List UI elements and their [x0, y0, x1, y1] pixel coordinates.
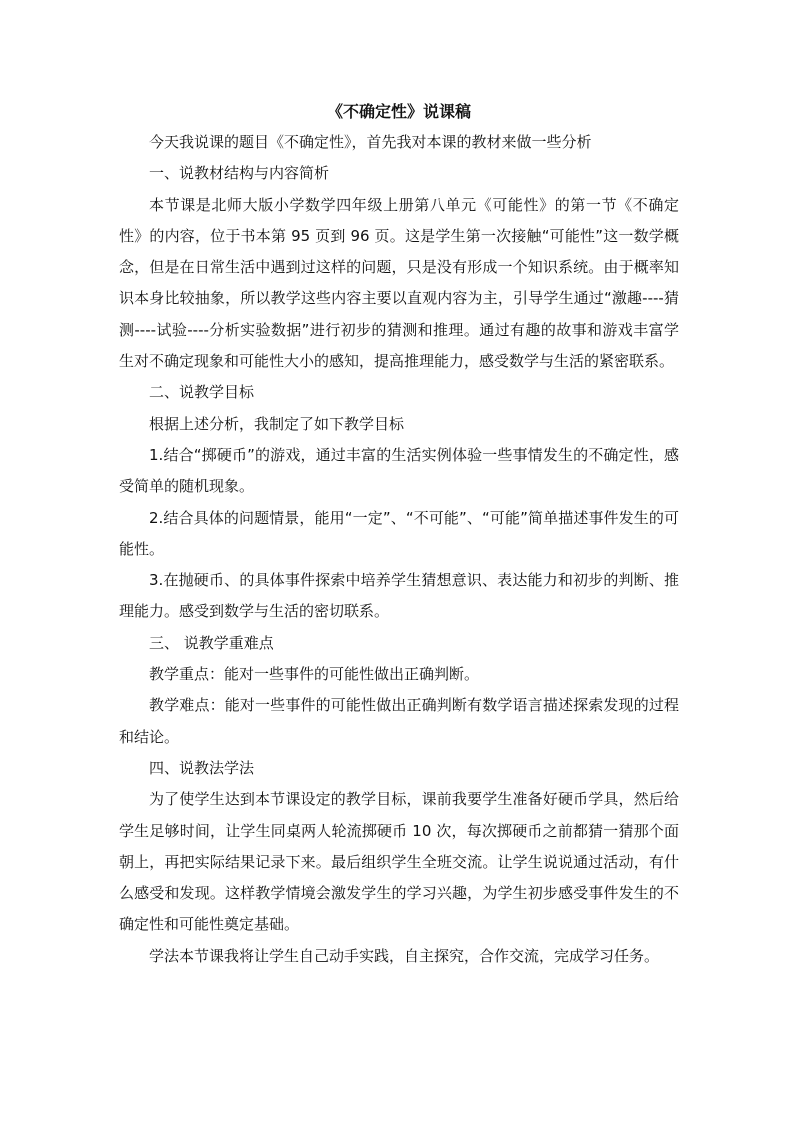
- key-point-paragraph: 教学重点：能对一些事件的可能性做出正确判断。: [149, 665, 480, 684]
- goal-item-3: 3.在抛硬币、的具体事件探索中培养学生猜想意识、表达能力和初步的判断、推理能力。感受到数学与生活的密切联系。: [119, 571, 679, 621]
- textbook-analysis-paragraph: 本节课是北师大版小学数学四年级上册第八单元《可能性》的第一节《不确定性》的内容，位于书本第 95 页到 96 页。这是学生第一次接触“可能性”这一数学概念，但是在日常生活中遇到过这样的问题，只是没有形成一个知识系统。由于概率知识本身比较抽象，所以教学这些内容主要以直观内容为主，引导学生通过“激趣----猜测----试验----分析实验数据”进行初步的猜测和推理。通过有趣的故事和游戏丰富学生对不确定现象和可能性大小的感知，提高推理能力，感受数学与生活的紧密联系。: [119, 195, 679, 371]
- document-title: 《不确定性》说课稿: [326, 102, 471, 121]
- teaching-method-paragraph: 为了使学生达到本节课设定的教学目标，课前我要学生准备好硬币学具，然后给学生足够时间，让学生同桌两人轮流掷硬币 10 次，每次掷硬币之前都猜一猜那个面朝上，再把实际结果记录下来。最后组织学生全班交流。让学生说说通过活动，有什么感受和发现。这样教学情境会激发学生的学习兴趣，为学生初步感受事件发生的不确定性和可能性奠定基础。: [119, 790, 679, 934]
- section-heading-2: 二、说教学目标: [149, 383, 255, 402]
- goal-item-2: 2.结合具体的问题情景，能用“一定”、“不可能”、“可能”简单描述事件发生的可能性。: [119, 508, 679, 558]
- document-body: [119, 101, 679, 972]
- learning-method-paragraph: 学法本节课我将让学生自己动手实践，自主探究，合作交流，完成学习任务。: [149, 946, 660, 965]
- goal-item-1: 1.结合“掷硬币”的游戏，通过丰富的生活实例体验一些事情发生的不确定性，感受简单的随机现象。: [119, 445, 679, 496]
- intro-paragraph: 今天我说课的题目《不确定性》，首先我对本课的教材来做一些分析: [149, 133, 592, 151]
- section-heading-4: 四、说教法学法: [149, 758, 255, 777]
- section-heading-1: 一、说教材结构与内容简析: [149, 164, 330, 183]
- goals-intro-paragraph: 根据上述分析，我制定了如下教学目标: [149, 414, 405, 433]
- section-heading-3: 三、 说教学重难点: [149, 633, 274, 652]
- difficulty-paragraph: 教学难点：能对一些事件的可能性做出正确判断有数学语言描述探索发现的过程和结论。: [119, 696, 679, 746]
